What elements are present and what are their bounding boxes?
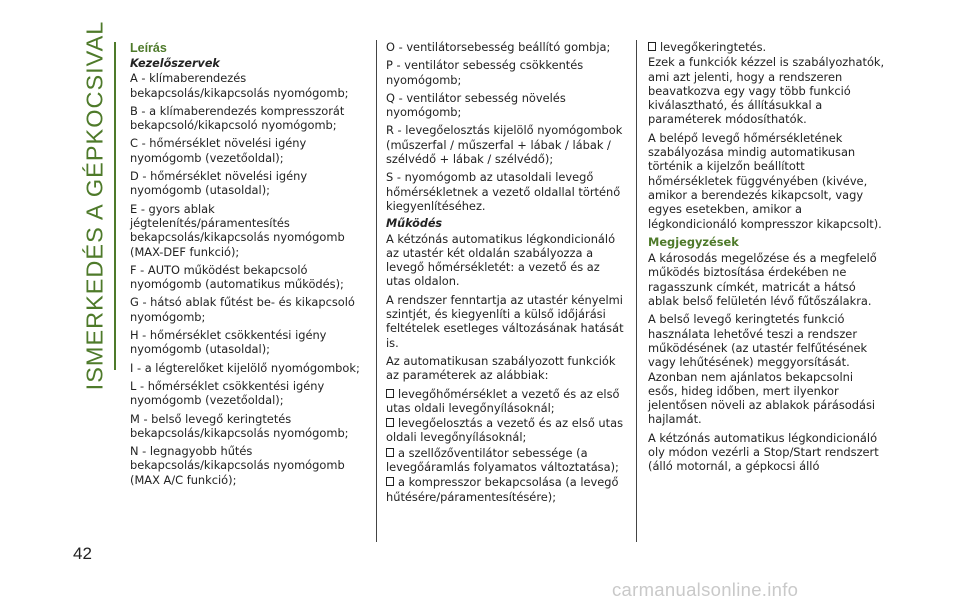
- control-item: Q - ventilátor sebesség növelés nyomógomb;: [386, 90, 566, 120]
- bullet-text: levegőelosztás a vezető és az első utas oldali levegőnyílásoknál;: [386, 416, 624, 445]
- square-bullet-icon: [648, 42, 656, 51]
- note-paragraph: A kétzónás automatikus légkondicionáló oly módon vezérli a Stop/Start rendszert (álló motornál, a gépkocsi álló: [648, 430, 879, 474]
- note-paragraph: A károsodás megelőzése és a megfelelő működés biztosítása érdekében ne ragasszunk címkét, matricát a hátsó ablak belső felületén lévő fűtőszálakra.: [648, 251, 877, 309]
- control-item: H - hőmérséklet csökkentési igény nyomógomb (utasoldal);: [130, 328, 327, 357]
- control-item: M - belső levegő keringtetés bekapcsolás/kikapcsolás nyomógomb;: [130, 411, 349, 440]
- control-item: R - levegőelosztás kijelölő nyomógombok (műszerfal / műszerfal + lábak / lábak / szélvédő + lábak / szélvédő);: [386, 123, 623, 167]
- column-1: [130, 40, 366, 491]
- bullet-text: a kompresszor bekapcsolása (a levegő hűtésére/páramentesítésére);: [386, 475, 619, 504]
- control-item: G - hátsó ablak fűtést be- és kikapcsoló nyomógomb;: [130, 295, 355, 324]
- section-heading: Leírás: [130, 41, 167, 55]
- control-item: N - legnagyobb hűtés bekapcsolás/kikapcsolás nyomógomb (MAX A/C funkció);: [130, 444, 345, 487]
- page-number: 42: [73, 544, 92, 563]
- chapter-title: [76, 20, 114, 390]
- bullet-item: [386, 416, 624, 445]
- control-item: A - klímaberendezés bekapcsolás/kikapcsolás nyomógomb;: [130, 71, 349, 100]
- control-item: P - ventilátor sebesség csökkentés nyomógomb;: [386, 58, 584, 87]
- control-item: O - ventilátorsebesség beállító gombja;: [386, 40, 611, 54]
- square-bullet-icon: [386, 418, 394, 427]
- control-item: E - gyors ablak jégtelenítés/páramentesítés bekapcsolás/kikapcsolás nyomógomb (MAX-DEF funkció);: [130, 201, 345, 259]
- bullet-text: a szellőzőventilátor sebessége (a levegőáramlás folyamatos változtatása);: [386, 445, 619, 475]
- control-item: F - AUTO működést bekapcsoló nyomógomb (automatikus működés);: [130, 262, 344, 292]
- control-item: C - hőmérséklet növelési igény nyomógomb (vezetőoldal);: [130, 136, 307, 165]
- square-bullet-icon: [386, 448, 394, 457]
- bullet-item: [386, 387, 624, 416]
- watermark: carmanualsonline.info: [612, 579, 799, 600]
- control-item: S - nyomógomb az utasoldali levegő hőmérsékletnek a vezető oldallal történő kiegyenlítéséhez.: [386, 170, 621, 213]
- notes-heading: Megjegyzések: [648, 234, 739, 249]
- control-item: D - hőmérséklet növelési igény nyomógomb (utasoldal);: [130, 169, 308, 198]
- column-3: [648, 40, 886, 478]
- bullet-text: levegőkeringtetés.: [660, 40, 767, 54]
- bullet-item: [386, 475, 624, 504]
- subheading-operation: Működés: [386, 217, 443, 231]
- column-2: [386, 40, 624, 505]
- control-item: I - a légterelőket kijelölő nyomógombok;: [130, 360, 360, 375]
- square-bullet-icon: [386, 477, 394, 486]
- chapter-title-text: ISMERKEDÉS A GÉPKOCSIVAL: [81, 20, 108, 390]
- paragraph: A rendszer fenntartja az utastér kényelmi szintjét, és kiegyenlíti a külső időjárási feltételek esetleges változásának hatását is.: [386, 292, 624, 350]
- column-divider-1: [376, 40, 377, 542]
- paragraph: A belépő levegő hőmérsékletének szabályozása mindig automatikusan történik a kijelzőn beállított hőmérsékletek függvényében (kivéve, amikor a berendezés kikapcsolt, vagy egyes esetekben, amikor a légkondicionáló kompresszor kikapcsolt).: [648, 130, 882, 231]
- bullet-item: [648, 40, 886, 54]
- chapter-title-rule: [114, 42, 116, 370]
- subheading-controls: Kezelőszervek: [130, 57, 220, 70]
- note-paragraph: A belső levegő keringtetés funkció használata lehetővé teszi a rendszer működésének (az utastér felfűtésének vagy lehűtésének) meggyorsítását. Azonban nem ajánlatos bekapcsolni esős, hideg időben, mert ilyenkor jelentősen növeli az ablakok párásodási hajlamát.: [648, 312, 876, 427]
- control-item: L - hőmérséklet csökkentési igény nyomógomb (vezetőoldal);: [130, 378, 325, 408]
- bullet-text: levegőhőmérséklet a vezető és az első utas oldali levegőnyílásoknál;: [386, 386, 620, 415]
- paragraph: A kétzónás automatikus légkondicionáló az utastér két oldalán szabályozza a levegő hőmérsékletét: a vezető és az utas oldalon.: [386, 231, 616, 289]
- square-bullet-icon: [386, 389, 394, 398]
- control-item: B - a klímaberendezés kompresszorát bekapcsoló/kikapcsoló nyomógomb;: [130, 103, 345, 133]
- column-divider-2: [636, 40, 637, 542]
- paragraph: Az automatikusan szabályozott funkciók az paraméterek az alábbiak:: [386, 353, 616, 383]
- bullet-item: [386, 446, 624, 475]
- paragraph: Ezek a funkciók kézzel is szabályozhatók, ami azt jelenti, hogy a rendszeren beavatkozva egy vagy több funkció kiválasztható, és állításukkal a paraméterek módosíthatók.: [648, 55, 885, 127]
